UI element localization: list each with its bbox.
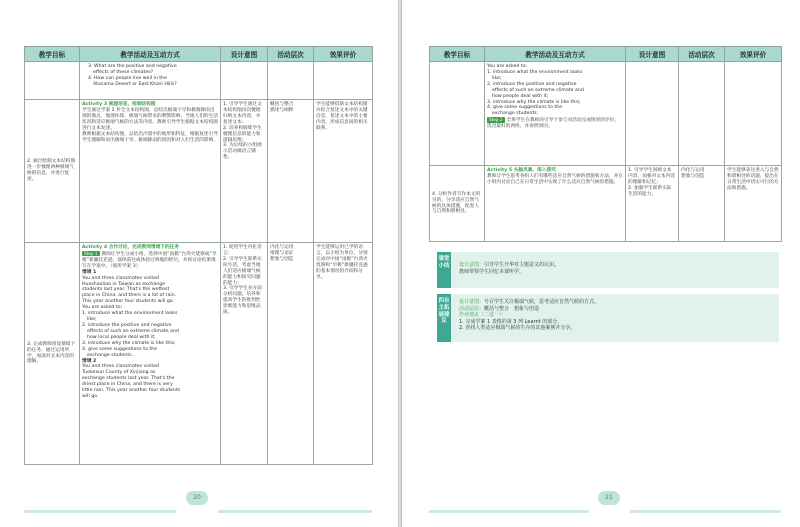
activity-cell: Activity 3 梳理信息，绘制结构图 学生通过学案 2 补全文本结构图，总结出极端干旱和极端降雨出现的地点、地理环境、极端气候带来的利弊影响，当地人们的生活状况和适应极端气候的方法等内容。教师引导学生根据文本结构图进行文本复述。 教师根据文本结构图，总结出沙漠中的地形和特征，根据复述引导学生理解和说出极端干旱、极端降雨的原因和对人们生活的影响。 — [80, 100, 221, 243]
table-header — [430, 47, 782, 62]
intent-cell: 1. 引导学生回顾文本内容，加强对文本内容的理解和记忆； 2. 加强学生联系实际生活的能力。 — [626, 166, 679, 242]
scenario-label: 情境 2 — [82, 358, 97, 364]
table-row — [25, 62, 373, 100]
header-goal: 教学目标 — [430, 47, 485, 62]
step-badge: Step 2 — [489, 117, 503, 123]
summary-tab: 课堂小结 — [437, 252, 451, 288]
table-row — [430, 62, 782, 166]
eval-cell: 学生能够借助文本结构图并结合复述文本中的关键信息，复述文本中的主要内容，形成信息间的相关联系。 — [314, 100, 373, 243]
intent-cell: 1. 促进学生内化语言； 2. 引导学生联系实际生活，考虑当地人们适应极端气候的能力和探究问题的能力； 3. 引导学生多方面分析问题，培养和提高学生的批判性思维能力和思维品质。 — [221, 243, 268, 465]
level-cell: 内化与运用 推理与论证 想象与创造 — [268, 243, 314, 465]
summary-box: 课堂小结 设计意图：引导学生升华对主题意义的认识。 教师带领学生回忆本课所学。 — [437, 252, 779, 288]
header-level: 活动层次 — [679, 47, 725, 62]
goal-cell: 4. 分析作者写作本文的目的，分享适应自然气候的具体措施，促进人与自然和谐相处。 — [430, 166, 485, 242]
goal-cell: 2. 通过绘制文本结构图进一步梳理两种极端气候的信息，并进行复述。 — [25, 100, 80, 243]
lesson-table-right — [429, 46, 782, 242]
page-number: 21 — [598, 491, 620, 505]
page-bar — [429, 510, 589, 513]
activity-cell: You are asked to: 1. introduce what the environment looks like; 2. introduce the positive and negative effects of such an extreme climate and how people deal with it; 3. introduce why the climate is like this; 4. give some suggestions to the exchange students. Step 2 全班学生在教师的引导下参与对活动完成情况的评价，选出最好的两组，并说明原因。 — [485, 62, 626, 166]
table-header — [25, 47, 373, 62]
intent-cell: 1. 引导学生通过文本结构图再次梳理归纳文本内容，并复述文本； 2. 培养和锻炼学生梳理信息的能力和逻辑思维； 3. 为后续的小组展示活动做语言铺垫。 — [221, 100, 268, 243]
header-eval: 效果评价 — [725, 47, 782, 62]
table-row — [430, 166, 782, 242]
scenario-label: 情境 1 — [82, 269, 97, 275]
activity-cell: Activity 4 合作讨论，完成教师情境下的任务 Step 1 教师让学生分成小组，选择中国“雨极”台湾火烧寮或“旱极”新疆托克逊，演绎前往或体验过两地的经历，并将讨论结果填写在学案中。（使用学案 3） 情境 1 You and three classmates visited Huoshaoliao in Taiwan as exchange students last year. That's the wettest place in China, and there is a lot of rain. This year another four students will go. You are asked to: 1. introduce what the environment looks like; 2. introduce the positive and negative effects of such an extreme climate and how local people deal with it; 3. introduce why the climate is like this; 4. give some suggestions to the exchange students. 情境 2 You and three classmates visited Tuokexun County of Xinjiang as exchange students last year. That's the driest place in China, and there is very little rain. This year another four students will go. — [80, 243, 221, 465]
activity-cell: Activity 5 头脑风暴，深入探究 教师让学生思考各组人们有哪些适应自然气候的措施和方法，并在小组内讨论自己在日常生活中实现了什么适应自然气候的措施。 — [485, 166, 626, 242]
page-bar — [630, 510, 781, 513]
level-cell: 概括与整合 描述与阐释 — [268, 100, 314, 243]
eval-cell: 学生能够表达进入与自然和谐相处的话题，提出在日常生活中切实可行的方法和措施。 — [725, 166, 782, 242]
activity-cell: 3. What are the positive and negative effects of these climates? 4. How can people live well in the Atacama Desert or East Khasi Hills? — [80, 62, 221, 100]
left-page — [0, 0, 398, 527]
homework-box: 四自主拓展建议 设计意图：号召学生关注极端气候，思考适应自然气候的方式。 活动层次：概括与整合 想象与创造 作业建议（二选一）： 1. 完成学案 1 表格的第 3 列 Learnt 的部分。 2. 查找人类适应极端气候的生存的其他案例并分享。 — [437, 294, 779, 342]
header-activity: 教学活动及互动方式 — [485, 47, 626, 62]
homework-tab: 四自主拓展建议 — [437, 294, 451, 342]
header-goal: 教学目标 — [25, 47, 80, 62]
table-row — [25, 243, 373, 465]
goal-cell: 3. 完成教师创设情境下的任务，通过运用所学，加深对文本内容的理解。 — [25, 243, 80, 465]
header-eval: 效果评价 — [314, 47, 373, 62]
level-cell: 内化与运用 想象与创造 — [679, 166, 725, 242]
lesson-table-left — [24, 46, 373, 465]
page-bar — [218, 510, 372, 513]
header-intent: 设计意图 — [626, 47, 679, 62]
eval-cell: 学生能够运用已学的语言，以小组为单位，分别完成对中国“雨极”台湾火烧寮和“旱极”新疆托克逊的基本情况的介绍和分享。 — [314, 243, 373, 465]
header-intent: 设计意图 — [221, 47, 268, 62]
header-level: 活动层次 — [268, 47, 314, 62]
page-number: 20 — [186, 491, 208, 505]
header-activity: 教学活动及互动方式 — [80, 47, 221, 62]
table-row — [25, 100, 373, 243]
page-bar — [24, 510, 176, 513]
activity-title: Activity 4 合作讨论，完成教师情境下的任务 — [82, 245, 180, 250]
activity-title: Activity 3 梳理信息，绘制结构图 — [82, 102, 156, 107]
activity-title: Activity 5 头脑风暴，深入探究 — [487, 168, 556, 173]
step-badge: Step 1 — [84, 250, 98, 256]
